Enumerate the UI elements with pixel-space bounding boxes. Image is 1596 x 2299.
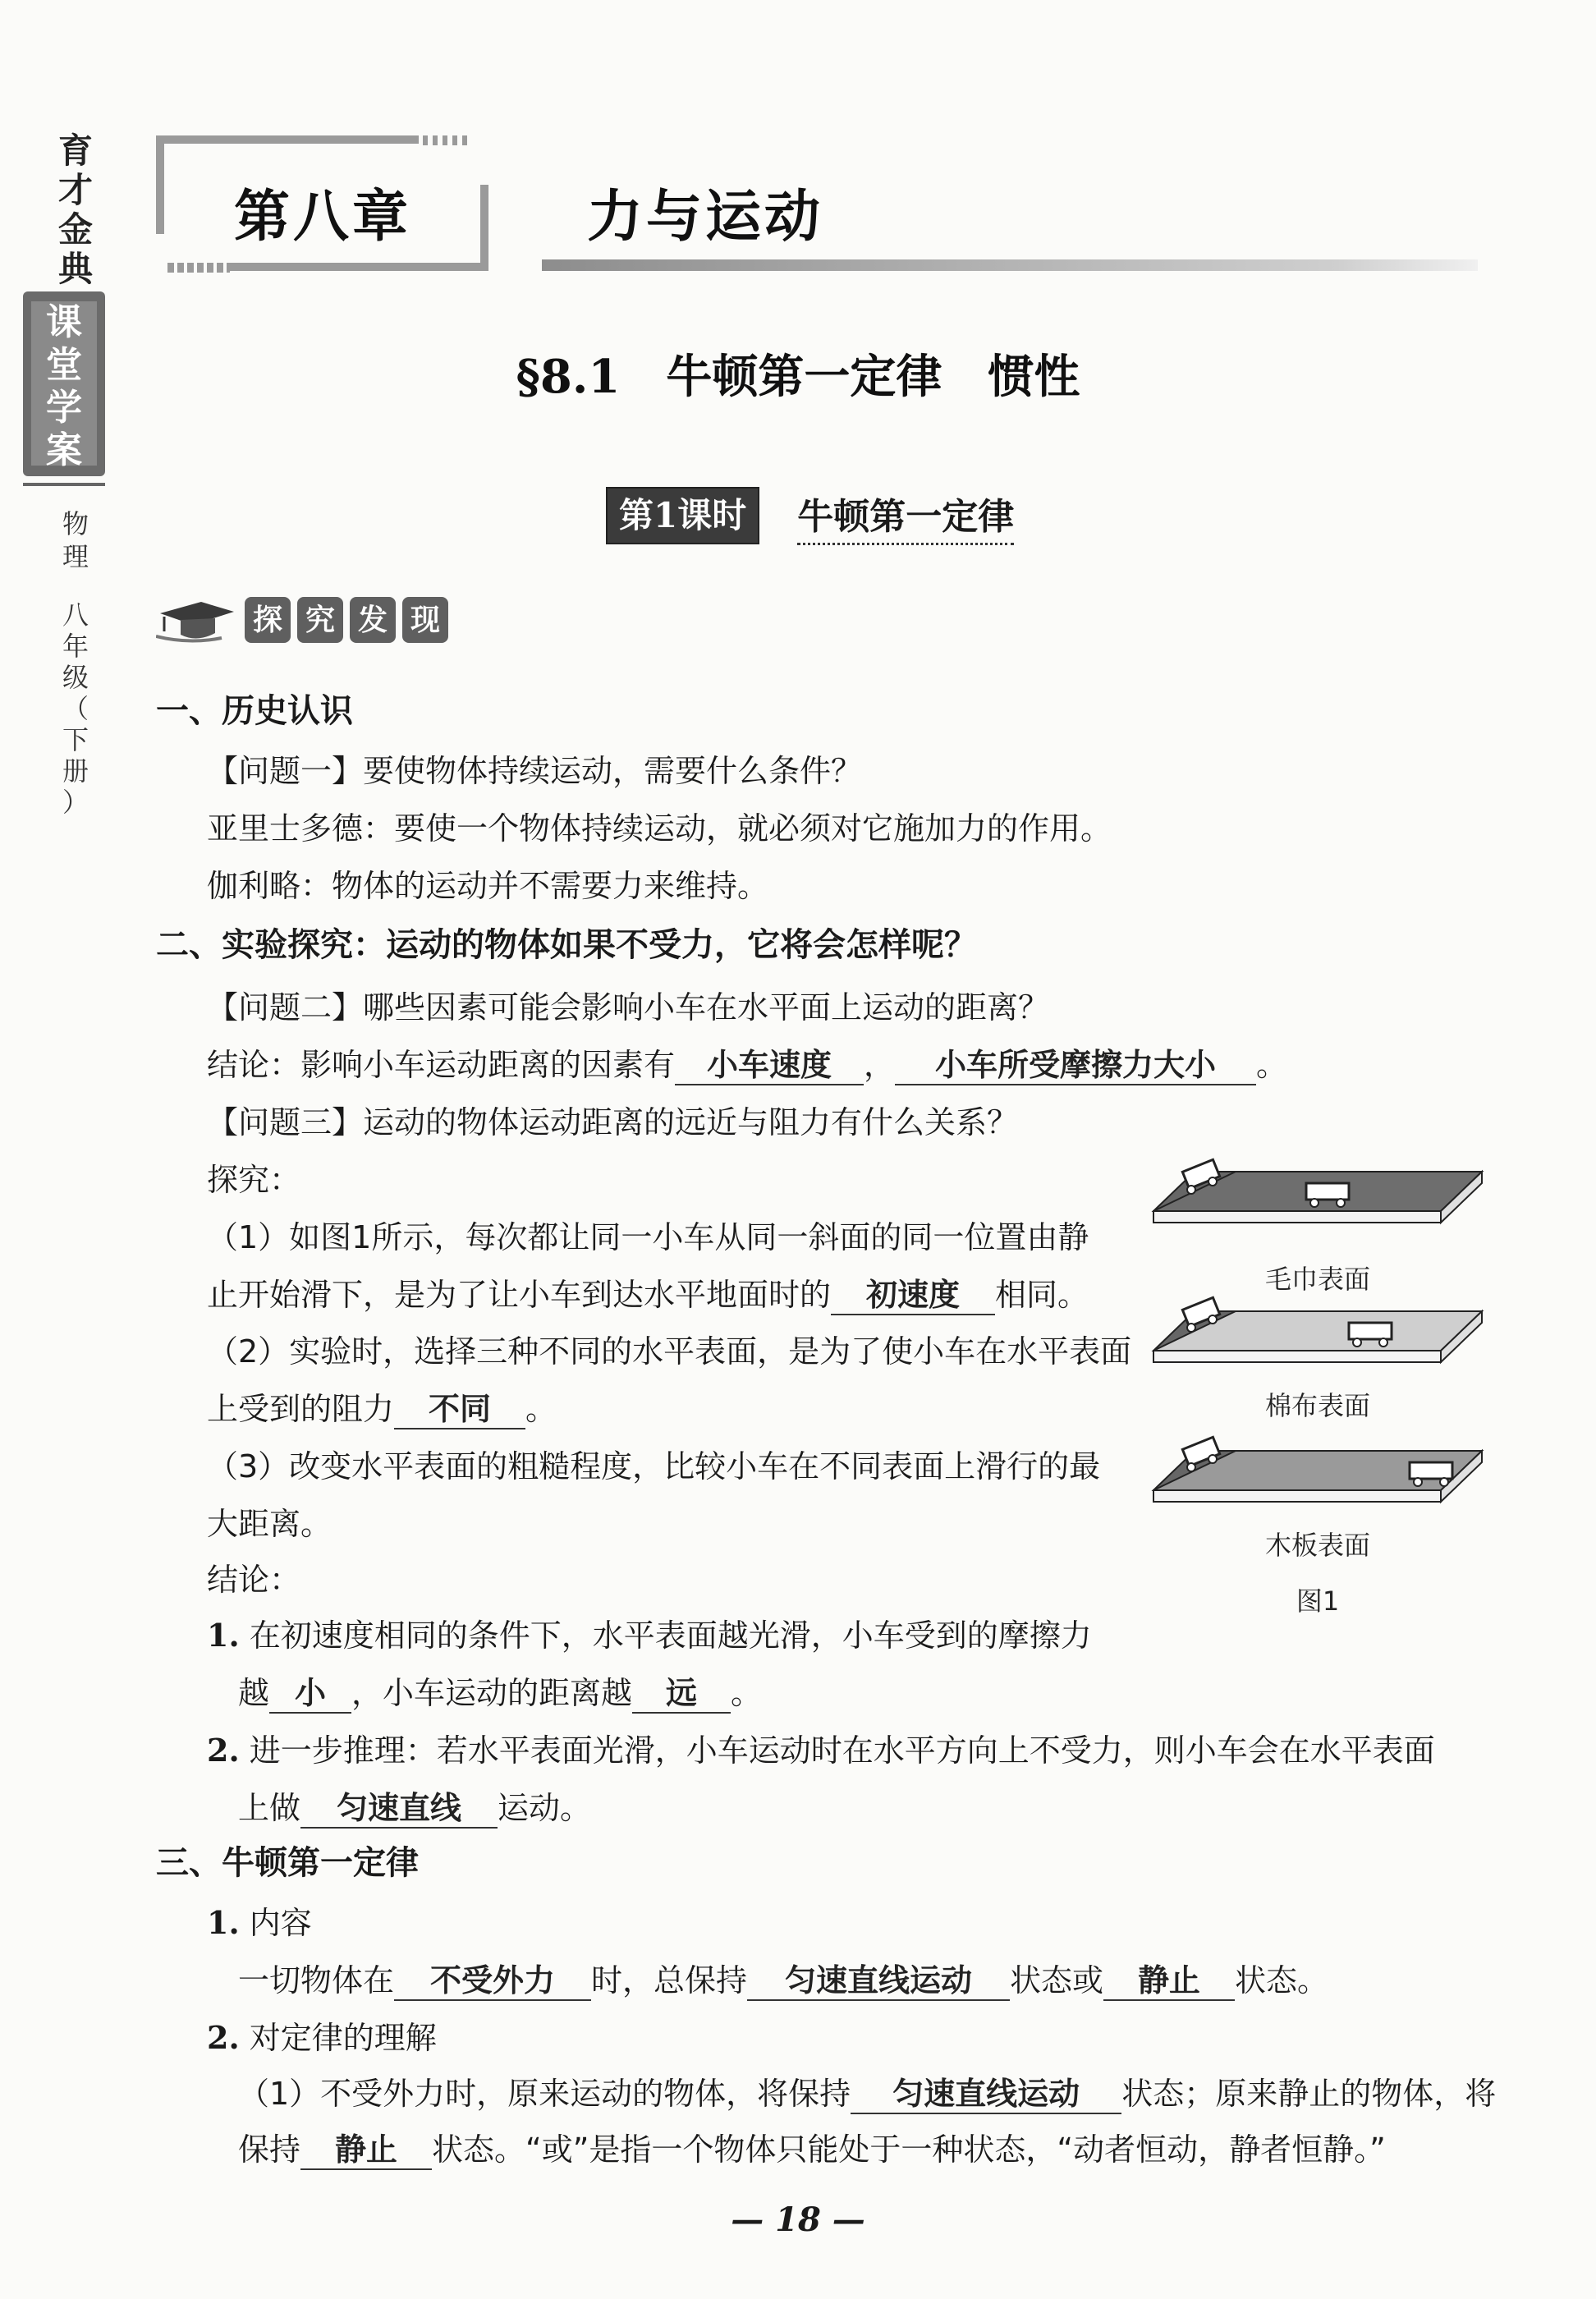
text: 。	[1256, 1047, 1288, 1083]
side-brand	[54, 131, 97, 289]
graduation-cap-icon	[156, 595, 238, 645]
conclusion-label: 结论：	[207, 1562, 301, 1598]
side-divider	[23, 483, 105, 486]
lesson-heading	[606, 489, 1014, 543]
chapter-frame-right	[480, 185, 488, 271]
part1-heading: 一、历史认识	[156, 692, 353, 730]
text: 时，总保持	[591, 1962, 748, 1998]
chapter-number: 第八章	[234, 185, 412, 250]
figure-label-towel: 毛巾表面	[1264, 1264, 1370, 1295]
text: 保持	[238, 2132, 301, 2168]
law-statement	[238, 1961, 1328, 2001]
side-grade-char: 册	[62, 755, 89, 787]
side-series-char: 学	[46, 387, 82, 429]
text: 结论：影响小车运动距离的因素有	[207, 1047, 676, 1083]
answer-blank: 匀速直线	[300, 1791, 498, 1829]
question-three: 【问题三】运动的物体运动距离的远近与阻力有什么关系？	[207, 1104, 1019, 1140]
answer-blank: 静止	[300, 2132, 432, 2170]
chapter-title: 力与运动	[587, 185, 824, 250]
understanding-line1	[238, 2074, 1496, 2114]
text: 对定律的理解	[249, 2020, 437, 2056]
lesson-tag: 第1课时	[606, 487, 759, 544]
text: 上受到的阻力	[207, 1391, 395, 1427]
conclusion-one-line2	[238, 1673, 762, 1714]
explore-badge: 究	[297, 597, 343, 643]
side-subject	[59, 507, 92, 573]
text: ，	[864, 1047, 896, 1083]
chapter-frame-top	[156, 135, 419, 144]
side-brand-char: 育	[57, 131, 93, 171]
chapter-frame-ticks	[423, 135, 472, 145]
item-number: 2.	[207, 1732, 240, 1769]
figure-label-wood: 木板表面	[1264, 1530, 1370, 1561]
text: ，小车运动的距离越	[351, 1675, 633, 1711]
item-content	[207, 1903, 312, 1943]
text: 状态。“或”是指一个物体只能处于一种状态，“动者恒动，静者恒静。”	[432, 2132, 1386, 2168]
answer-blank: 匀速直线运动	[851, 2076, 1121, 2114]
side-series-char: 堂	[46, 344, 82, 386]
text: 状态；原来静止的物体，将	[1121, 2076, 1497, 2112]
page-number: — 18 —	[731, 2200, 865, 2239]
chapter-underline-bar	[542, 259, 1478, 271]
item-understanding	[207, 2018, 437, 2058]
explore-badge: 现	[402, 597, 448, 643]
question-two: 【问题二】哪些因素可能会影响小车在水平面上运动的距离？	[207, 989, 1050, 1026]
explore-label: 探究：	[207, 1162, 301, 1198]
side-grade	[59, 599, 92, 818]
answer-blank: 远	[632, 1676, 731, 1714]
side-brand-char: 才	[57, 170, 93, 210]
text: 运动。	[498, 1790, 592, 1826]
text: 状态。	[1235, 1962, 1329, 1998]
text: 。	[731, 1675, 763, 1711]
aristotle-view: 亚里士多德：要使一个物体持续运动，就必须对它施加力的作用。	[207, 810, 1112, 847]
item-number: 1.	[207, 1904, 240, 1941]
figure-label-cotton: 棉布表面	[1264, 1390, 1370, 1421]
side-brand-char: 金	[57, 209, 93, 250]
figure-caption: 图1	[1296, 1585, 1340, 1617]
answer-blank: 小车所受摩擦力大小	[895, 1048, 1256, 1085]
text: 一切物体在	[238, 1962, 395, 1998]
explore-banner	[156, 595, 448, 645]
explore-badge: 探	[245, 597, 291, 643]
text: 内容	[249, 1905, 312, 1941]
text: 越	[238, 1675, 270, 1711]
text: 在初速度相同的条件下，水平表面越光滑，小车受到的摩擦力	[249, 1618, 1092, 1654]
cotton-surface-diagram	[1145, 1293, 1490, 1384]
galileo-view: 伽利略：物体的运动并不需要力来维持。	[207, 868, 769, 904]
conclusion-factors	[207, 1045, 1287, 1085]
chapter-frame-ticks	[164, 263, 230, 273]
chapter-frame-left	[156, 135, 164, 234]
towel-surface-diagram	[1145, 1154, 1490, 1252]
conclusion-one-line1	[207, 1616, 1092, 1655]
answer-blank: 小车速度	[675, 1048, 864, 1085]
explore-badge: 发	[350, 597, 396, 643]
answer-blank: 匀速直线运动	[747, 1963, 1010, 2001]
step-two-line2	[207, 1389, 557, 1429]
side-grade-char: 下	[62, 724, 89, 755]
text: 止开始滑下，是为了让小车到达水平地面时的	[207, 1277, 832, 1313]
step-three-line1: （3）改变水平表面的粗糙程度，比较小车在不同表面上滑行的最	[207, 1448, 1101, 1484]
text: 。	[525, 1391, 557, 1427]
text: 相同。	[995, 1277, 1089, 1313]
side-subject-char: 物	[62, 508, 89, 539]
side-series-char: 课	[46, 301, 82, 343]
side-grade-char: 八	[62, 599, 89, 631]
conclusion-two-line1	[207, 1731, 1435, 1770]
text: （1）不受外力时，原来运动的物体，将保持	[238, 2076, 851, 2112]
side-grade-char: 级	[62, 662, 89, 693]
text: 进一步推理：若水平表面光滑，小车运动时在水平方向上不受力，则小车会在水平表面	[249, 1732, 1435, 1769]
step-one-line1: （1）如图1所示，每次都让同一小车从同一斜面的同一位置由静	[207, 1219, 1089, 1255]
section-title: §8.1 牛顿第一定律 惯性	[516, 350, 1080, 404]
side-brand-char: 典	[57, 249, 93, 289]
part2-heading: 二、实验探究：运动的物体如果不受力，它将会怎样呢？	[156, 926, 977, 964]
text: 上做	[238, 1790, 301, 1826]
answer-blank: 不同	[394, 1392, 525, 1429]
side-grade-char: 年	[62, 631, 89, 662]
wood-surface-diagram	[1145, 1433, 1490, 1523]
item-number: 1.	[207, 1617, 240, 1654]
answer-blank: 初速度	[831, 1278, 995, 1315]
side-series-char: 案	[46, 429, 82, 471]
part3-heading: 三、牛顿第一定律	[156, 1844, 419, 1882]
answer-blank: 静止	[1103, 1963, 1235, 2001]
side-subject-char: 理	[62, 541, 89, 572]
step-three-line2: 大距离。	[207, 1506, 332, 1542]
side-grade-char: ）	[62, 787, 89, 818]
answer-blank: 小	[269, 1676, 351, 1714]
step-two-line1: （2）实验时，选择三种不同的水平表面，是为了使小车在水平表面	[207, 1333, 1132, 1370]
question-one: 【问题一】要使物体持续运动，需要什么条件？	[207, 753, 863, 789]
item-number: 2.	[207, 2019, 240, 2056]
answer-blank: 不受外力	[394, 1963, 591, 2001]
side-grade-char: （	[62, 693, 89, 724]
text: 状态或	[1010, 1962, 1104, 1998]
lesson-name: 牛顿第一定律	[797, 487, 1014, 545]
step-one-line2	[207, 1275, 1089, 1315]
conclusion-two-line2	[238, 1788, 591, 1829]
understanding-line2	[238, 2130, 1386, 2170]
